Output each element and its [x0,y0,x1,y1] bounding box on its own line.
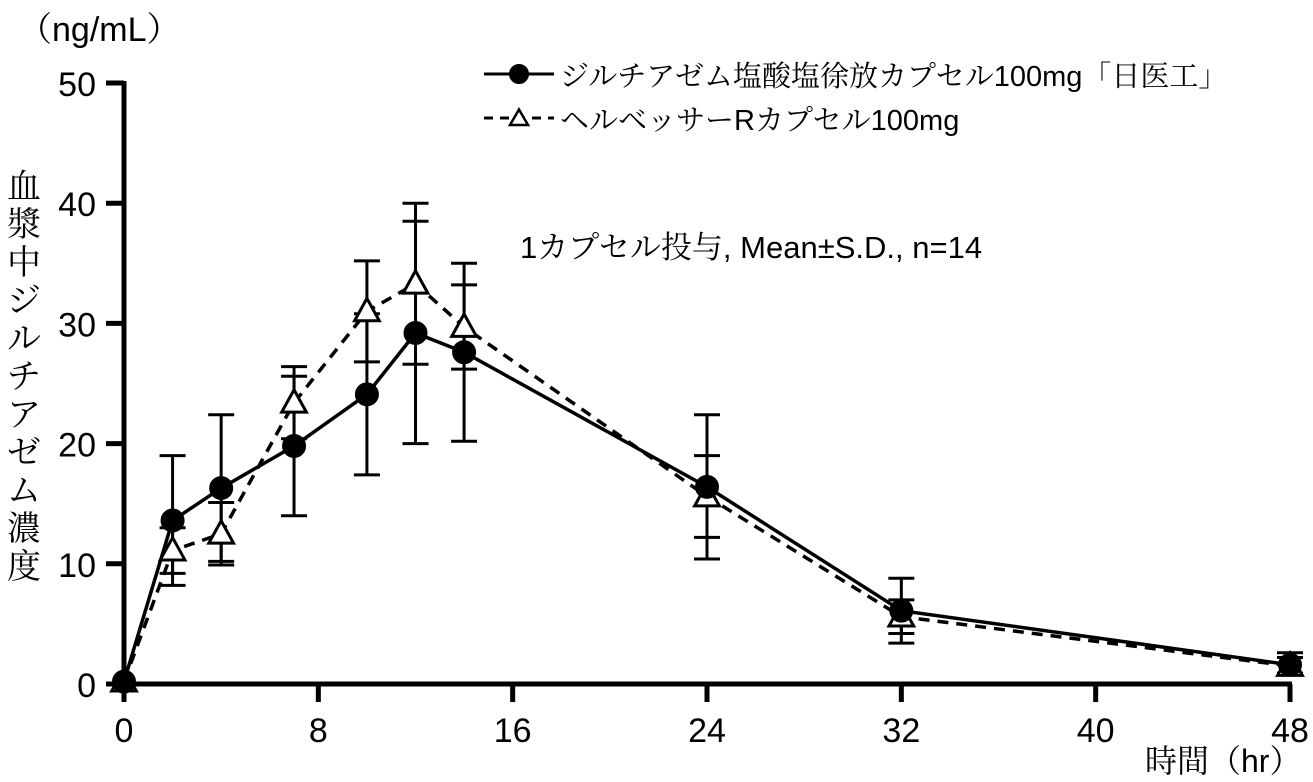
data-point-filled-circle [453,341,475,363]
data-point-open-triangle [452,314,477,336]
y-tick-label: 10 [58,546,96,585]
chart-annotation: 1カプセル投与, Mean±S.D., n=14 [520,230,983,265]
data-point-open-triangle [355,298,380,320]
x-tick-label: 48 [1271,712,1309,750]
x-tick-label: 32 [882,712,921,750]
data-point-filled-circle [113,671,135,693]
error-bars [160,221,1303,674]
data-point-filled-circle [1279,654,1301,676]
data-point-filled-circle [356,383,378,405]
data-point-filled-circle [162,510,184,532]
data-point-filled-circle [210,477,232,499]
data-point-open-triangle [209,521,234,543]
data-point-filled-circle [283,435,305,457]
x-tick-label: 0 [114,712,134,750]
error-bars [160,203,1303,673]
legend-label-series1: ジルチアゼム塩酸塩徐放カプセル100mg「日医工」 [560,60,1228,93]
x-tick-label: 40 [1076,712,1115,750]
x-tick-label: 16 [493,712,532,750]
x-tick-label: 24 [688,712,726,750]
data-point-open-triangle [403,271,428,293]
data-point-open-triangle [282,390,307,412]
y-tick-label: 30 [58,306,96,345]
legend-label-series2: ヘルベッサーRカプセル100mg [560,104,960,137]
y-tick-label: 20 [58,426,96,465]
data-point-filled-circle [890,600,912,622]
y-tick-label: 50 [58,66,96,104]
y-axis-unit-label: （ng/mL） [18,11,181,49]
x-axis-title: 時間（hr） [1145,743,1302,779]
y-tick-label: 0 [77,667,96,705]
y-tick-label: 40 [58,186,96,225]
y-axis-title: 血漿中ジルチアゼム濃度 [7,168,41,586]
data-point-filled-circle [696,476,718,498]
x-tick-label: 8 [308,712,328,750]
data-point-filled-circle [405,322,427,344]
